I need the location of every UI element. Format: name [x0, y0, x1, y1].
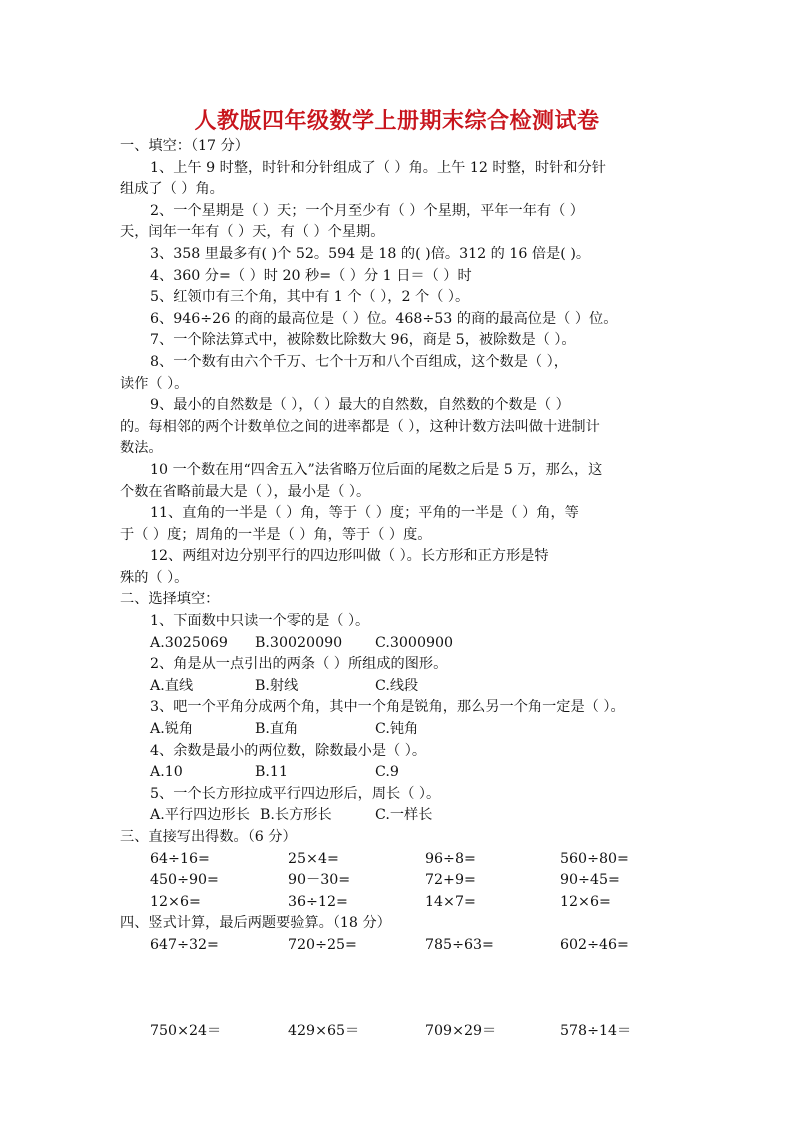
- vertical-calc-item: 750×24＝: [150, 1022, 222, 1039]
- option-c: C.9: [375, 764, 399, 781]
- fill-q5: 5、红领巾有三个角，其中有 1 个（ ），2 个（ ）。: [150, 289, 470, 306]
- fill-q3: 3、358 里最多有( )个 52。594 是 18 的( )倍。312 的 16 倍是( )。: [150, 245, 591, 262]
- mental-math-item: 96÷8=: [425, 850, 476, 867]
- choice-q1: 1、下面数中只读一个零的是（ ）。: [150, 613, 370, 630]
- fill-q11-cont: 于（ ）度；周角的一半是（ ）角，等于（ ）度。: [120, 526, 432, 543]
- choice-q5: 5、一个长方形拉成平行四边形后，周长（ ）。: [150, 785, 441, 802]
- option-a: A.10: [150, 764, 183, 781]
- fill-q2-cont: 天，闰年一年有（ ）天，有（ ）个星期。: [120, 224, 385, 241]
- option-c: C.钝角: [375, 721, 419, 738]
- mental-math-item: 12×6=: [150, 893, 201, 910]
- option-c: C.线段: [375, 677, 419, 694]
- vertical-calc-item: 578÷14＝: [560, 1022, 632, 1039]
- option-a: A.锐角: [150, 721, 194, 738]
- fill-q12: 12、两组对边分别平行的四边形叫做（ ）。长方形和正方形是特: [150, 548, 549, 565]
- exam-title: 人教版四年级数学上册期末综合检测试卷: [194, 109, 600, 134]
- vertical-calc-item: 602÷46=: [560, 936, 629, 953]
- choice-q2: 2、角是从一点引出的两条（ ）所组成的图形。: [150, 656, 448, 673]
- option-b: B.长方形长: [260, 807, 332, 824]
- fill-q1-cont: 组成了（ ）角。: [120, 181, 224, 198]
- mental-math-item: 90÷45=: [560, 872, 620, 889]
- fill-q11: 11、直角的一半是（ ）角，等于（ ）度；平角的一半是（ ）角，等: [150, 505, 579, 522]
- choice-q4: 4、余数是最小的两位数，除数最小是（ ）。: [150, 742, 427, 759]
- option-c: C.一样长: [375, 807, 433, 824]
- option-a: A.平行四边形长: [150, 807, 250, 824]
- mental-math-item: 64÷16=: [150, 850, 210, 867]
- option-a: A.3025069: [150, 634, 228, 651]
- vertical-calc-row: [120, 935, 676, 957]
- mental-math-item: 450÷90=: [150, 872, 219, 889]
- mental-math-row: [120, 870, 676, 892]
- mental-math-row: [120, 892, 676, 914]
- vertical-calc-item: 785÷63=: [425, 936, 494, 953]
- work-space: [120, 957, 676, 1021]
- option-a: A.直线: [150, 677, 194, 694]
- fill-q4: 4、360 分=（ ）时 20 秒=（ ）分 1 日＝（ ）时: [150, 267, 472, 284]
- mental-math-item: 12×6=: [560, 893, 611, 910]
- vertical-calc-item: 720÷25=: [288, 936, 357, 953]
- fill-q9: 9、最小的自然数是（ ），（ ）最大的自然数，自然数的个数是（ ）: [150, 397, 570, 414]
- fill-q9-cont: 的。每相邻的两个计数单位之间的进率都是（ ），这种计数方法叫做十进制计: [120, 418, 600, 435]
- option-b: B.直角: [255, 721, 299, 738]
- fill-q8: 8、一个数有由六个千万、七个十万和八个百组成，这个数是（ ），: [150, 353, 568, 370]
- section-1-heading: 一、填空：（17 分）: [120, 138, 249, 154]
- fill-q8-cont: 读作（ ）。: [120, 375, 189, 392]
- fill-q10: 10 一个数在用“四舍五入”法省略万位后面的尾数之后是 5 万，那么，这: [150, 461, 603, 478]
- vertical-calc-item: 709×29＝: [425, 1022, 497, 1039]
- option-c: C.3000900: [375, 634, 454, 651]
- fill-q6: 6、946÷26 的商的最高位是（ ）位。468÷53 的商的最高位是（ ）位。: [150, 310, 618, 327]
- choice-q4-options: [120, 762, 676, 784]
- section-4-heading: 四、竖式计算，最后两题要验算。（18 分）: [120, 915, 391, 932]
- mental-math-item: 72+9=: [425, 872, 476, 889]
- fill-q1: 1、上午 9 时整，时针和分针组成了（ ）角。上午 12 时整，时针和分针: [150, 159, 606, 176]
- choice-q3-options: [120, 719, 676, 741]
- mental-math-item: 560÷80=: [560, 850, 629, 867]
- mental-math-item: 25×4=: [288, 850, 339, 867]
- option-b: B.30020090: [255, 634, 343, 651]
- option-b: B.射线: [255, 677, 299, 694]
- mental-math-row: [120, 849, 676, 871]
- fill-q7: 7、一个除法算式中，被除数比除数大 96，商是 5，被除数是（ ）。: [150, 332, 576, 349]
- vertical-calc-row: [120, 1021, 676, 1043]
- exam-content: [120, 136, 676, 1042]
- vertical-calc-item: 647÷32=: [150, 936, 219, 953]
- choice-q3: 3、吧一个平角分成两个角，其中一个角是锐角，那么另一个角一定是（ ）。: [150, 699, 625, 716]
- fill-q10-cont: 个数在省略前最大是（ ），最小是（ ）。: [120, 483, 371, 500]
- fill-q2: 2、一个星期是（ ）天；一个月至少有（ ）个星期，平年一年有（ ）: [150, 202, 584, 219]
- vertical-calc-item: 429×65＝: [288, 1022, 360, 1039]
- choice-q2-options: [120, 676, 676, 698]
- section-3-heading: 三、直接写出得数。（6 分）: [120, 829, 297, 845]
- choice-q5-options: [120, 805, 676, 827]
- option-b: B.11: [255, 764, 288, 781]
- section-2-heading: 二、选择填空：: [120, 591, 220, 608]
- mental-math-item: 36÷12=: [288, 893, 348, 910]
- mental-math-item: 14×7=: [425, 893, 476, 910]
- fill-q12-cont: 殊的（ ）。: [120, 569, 189, 586]
- choice-q1-options: [120, 633, 676, 655]
- fill-q9-cont2: 数法。: [120, 440, 163, 457]
- mental-math-item: 90－30=: [288, 872, 351, 889]
